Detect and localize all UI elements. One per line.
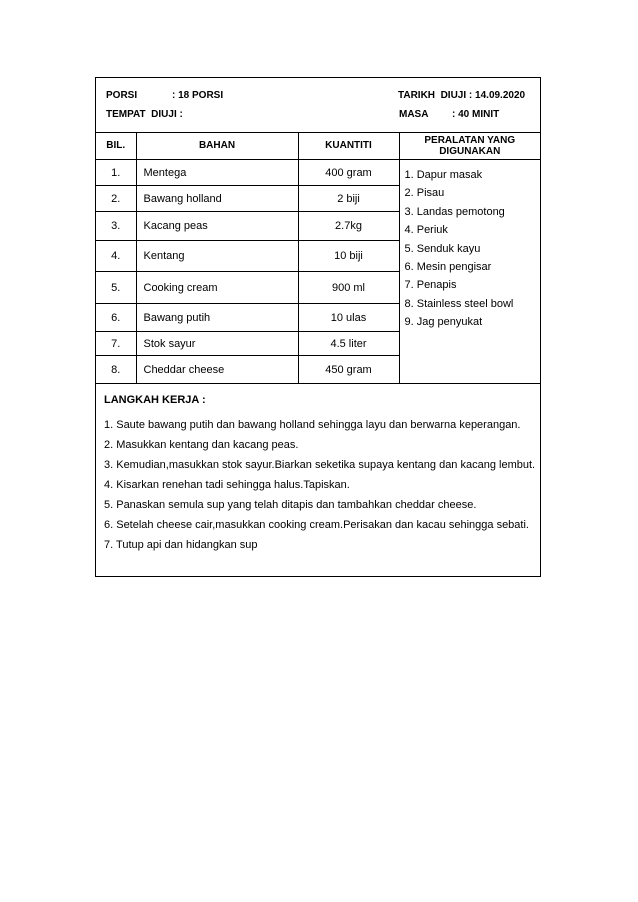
row-bahan: Kentang	[136, 241, 298, 272]
row-kuantiti: 400 gram	[298, 160, 399, 186]
list-item: 3. Landas pemotong	[404, 205, 505, 218]
list-item: 9. Jag penyukat	[404, 316, 483, 329]
recipe-document	[95, 77, 541, 577]
row-bahan: Stok sayur	[136, 332, 298, 356]
list-item: 4. Kisarkan renehan tadi sehingga halus.Tapiskan.	[104, 479, 350, 491]
row-bahan: Cheddar cheese	[136, 356, 298, 384]
row-bahan: Cooking cream	[136, 272, 298, 304]
row-bahan: Bawang holland	[136, 186, 298, 212]
list-item: 8. Stainless steel bowl	[404, 297, 514, 310]
table-header-row	[96, 132, 540, 160]
list-item: 1. Saute bawang putih dan bawang holland sehingga layu dan berwarna keperangan.	[104, 419, 521, 431]
list-item: 5. Panaskan semula sup yang telah ditapis dan tambahkan cheddar cheese.	[104, 499, 477, 511]
row-bil: 5.	[96, 272, 136, 304]
peralatan-cell	[399, 160, 540, 384]
table-row	[96, 160, 540, 186]
row-kuantiti: 450 gram	[298, 356, 399, 384]
list-item: 2. Masukkan kentang dan kacang peas.	[104, 439, 299, 451]
row-bil: 1.	[96, 160, 136, 186]
row-bil: 7.	[96, 332, 136, 356]
row-kuantiti: 10 biji	[298, 241, 399, 272]
list-item: 6. Setelah cheese cair,masukkan cooking cream.Perisakan dan kacau sehingga sebati.	[104, 519, 529, 531]
col-header-bahan: BAHAN	[136, 132, 298, 160]
row-bil: 8.	[96, 356, 136, 384]
row-bil: 4.	[96, 241, 136, 272]
row-kuantiti: 2 biji	[298, 186, 399, 212]
list-item: 1. Dapur masak	[404, 169, 483, 181]
row-bil: 6.	[96, 304, 136, 332]
col-header-peralatan	[399, 132, 540, 160]
row-bil: 3.	[96, 212, 136, 241]
langkah-kerja-title: LANGKAH KERJA :	[104, 394, 206, 406]
porsi-label: PORSI	[106, 90, 138, 101]
col-header-peralatan-line2: DIGUNAKAN	[439, 145, 501, 157]
masa-value: : 40 MINIT	[452, 109, 500, 120]
list-item: 7. Tutup api dan hidangkan sup	[104, 539, 258, 551]
row-bahan: Bawang putih	[136, 304, 298, 332]
row-bahan: Kacang peas	[136, 212, 298, 241]
row-kuantiti: 900 ml	[298, 272, 399, 304]
row-bahan: Mentega	[136, 160, 298, 186]
col-header-kuantiti: KUANTITI	[298, 132, 399, 160]
porsi-value: : 18 PORSI	[172, 90, 224, 101]
list-item: 5. Senduk kayu	[404, 242, 481, 255]
col-header-bil: BIL.	[96, 132, 136, 160]
list-item: 6. Mesin pengisar	[404, 260, 492, 273]
list-item: 3. Kemudian,masukkan stok sayur.Biarkan seketika supaya kentang dan kacang lembut.	[104, 459, 536, 471]
ingredients-table	[96, 132, 540, 384]
tarikh-diuji: TARIKH DIUJI : 14.09.2020	[398, 90, 526, 101]
masa-label: MASA	[399, 109, 429, 120]
list-item: 7. Penapis	[404, 279, 457, 292]
list-item: 4. Periuk	[404, 224, 448, 237]
tempat-diuji-label: TEMPAT DIUJI :	[106, 109, 183, 120]
header-section	[96, 78, 540, 133]
list-item: 2. Pisau	[404, 187, 445, 200]
row-kuantiti: 2.7kg	[298, 212, 399, 241]
langkah-kerja-section	[104, 394, 535, 555]
row-kuantiti: 4.5 liter	[298, 332, 399, 356]
row-bil: 2.	[96, 186, 136, 212]
col-header-peralatan-line1: PERALATAN YANG	[424, 134, 516, 146]
row-kuantiti: 10 ulas	[298, 304, 399, 332]
